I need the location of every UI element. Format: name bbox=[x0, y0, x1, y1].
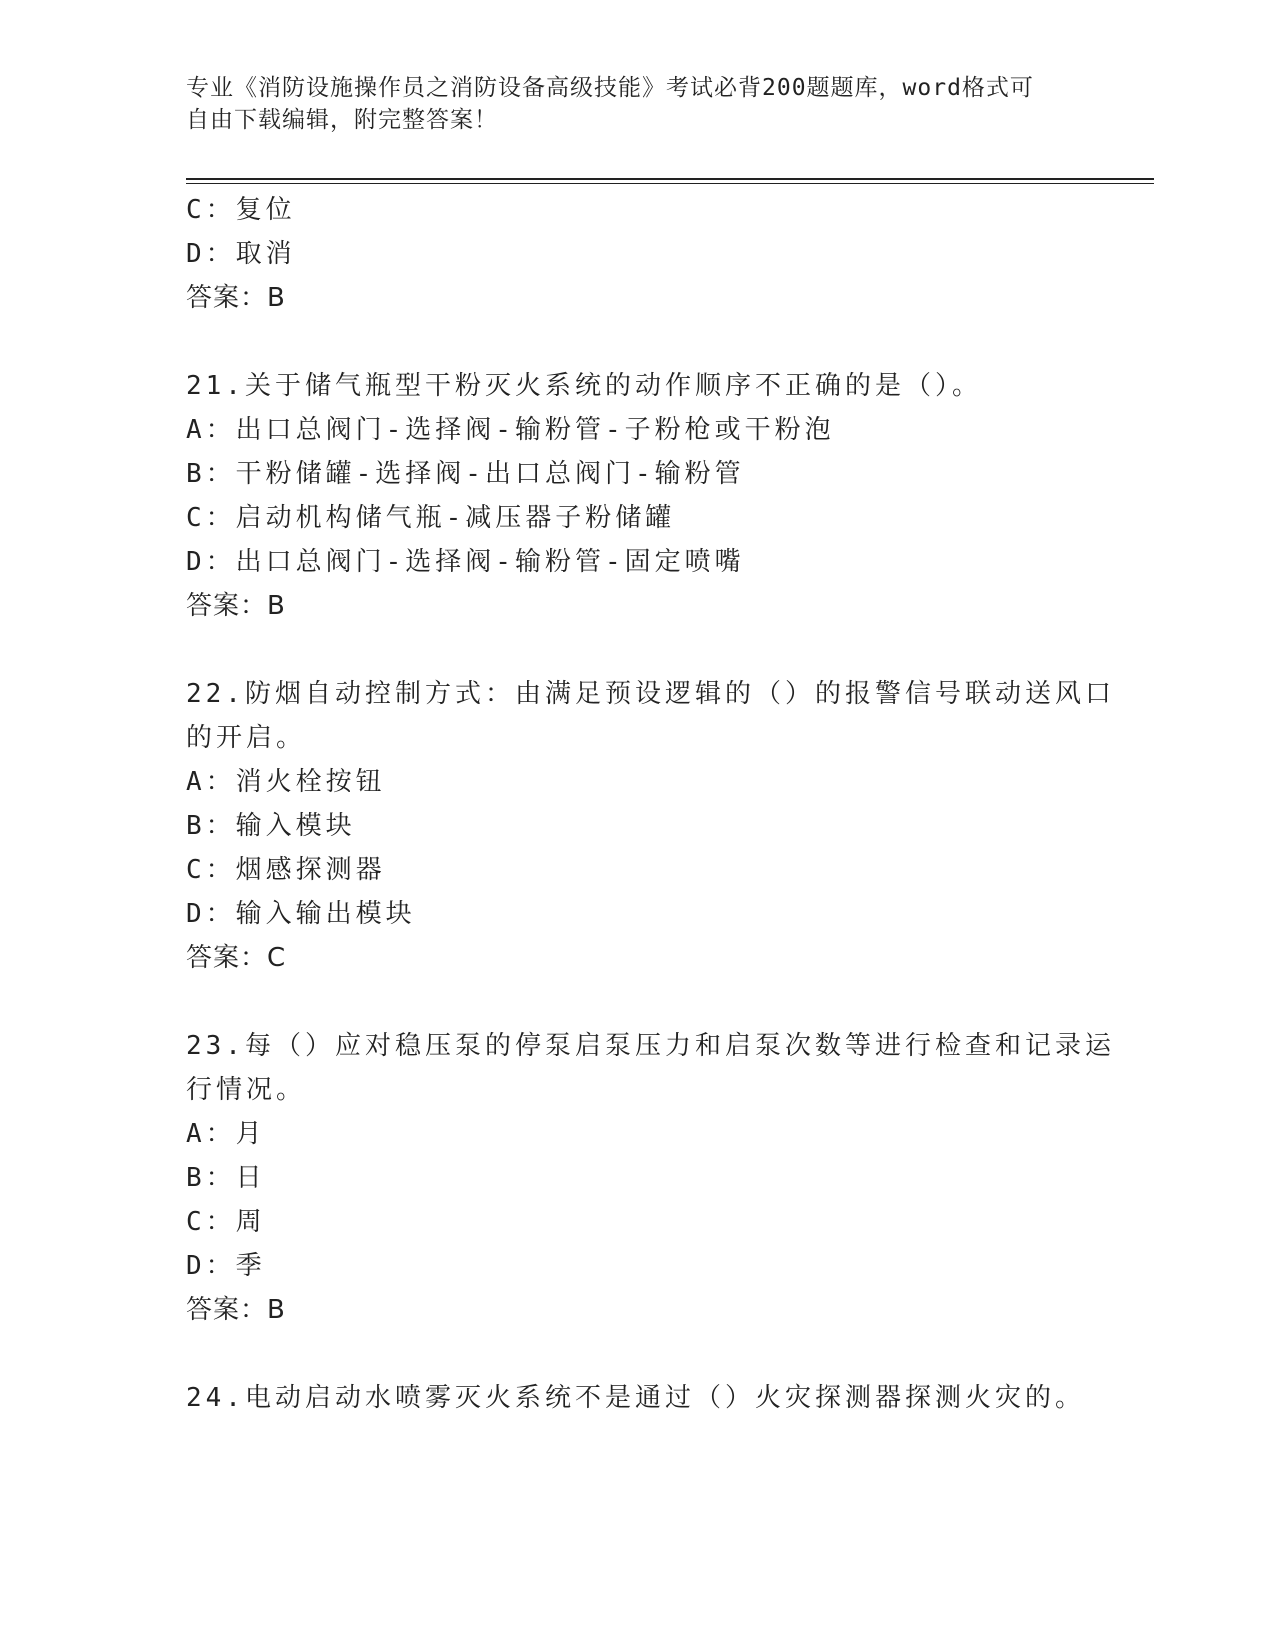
option-a: A：消火栓按钮 bbox=[186, 767, 386, 797]
question-22-stem: 22.防烟自动控制方式：由满足预设逻辑的（）的报警信号联动送风口 bbox=[186, 679, 1115, 709]
option-c: C：烟感探测器 bbox=[186, 855, 386, 885]
option-a: A：月 bbox=[186, 1119, 266, 1149]
option-d: D：输入输出模块 bbox=[186, 899, 416, 929]
option-c: C：启动机构储气瓶-减压器子粉储罐 bbox=[186, 503, 676, 533]
option-c: C：周 bbox=[186, 1207, 266, 1237]
option-b: B：输入模块 bbox=[186, 811, 356, 841]
header-line-1: 专业《消防设施操作员之消防设备高级技能》考试必背200题题库，word格式可 bbox=[186, 75, 1034, 101]
option-b: B：干粉储罐-选择阀-出口总阀门-输粉管 bbox=[186, 459, 745, 489]
option-a: A：出口总阀门-选择阀-输粉管-子粉枪或干粉泡 bbox=[186, 415, 835, 445]
question-24-stem: 24.电动启动水喷雾灭火系统不是通过（）火灾探测器探测火灾的。 bbox=[186, 1383, 1085, 1413]
option-b: B：日 bbox=[186, 1163, 266, 1193]
answer: 答案：B bbox=[186, 283, 286, 313]
header-line-2: 自由下载编辑，附完整答案！ bbox=[186, 107, 498, 133]
question-21-stem: 21.关于储气瓶型干粉灭火系统的动作顺序不正确的是（）。 bbox=[186, 371, 982, 401]
answer: 答案：B bbox=[186, 591, 286, 621]
question-22-stem-cont: 的开启。 bbox=[186, 723, 307, 753]
option-d: D：出口总阀门-选择阀-输粉管-固定喷嘴 bbox=[186, 547, 745, 577]
question-23-stem-cont: 行情况。 bbox=[186, 1075, 307, 1105]
answer: 答案：B bbox=[186, 1295, 286, 1325]
answer: 答案：C bbox=[186, 943, 287, 973]
document-header bbox=[186, 72, 1066, 136]
header-rule-thin bbox=[186, 183, 1154, 184]
option-d: D：季 bbox=[186, 1251, 266, 1281]
option-d: D：取消 bbox=[186, 239, 296, 269]
question-23-stem: 23.每（）应对稳压泵的停泵启泵压力和启泵次数等进行检查和记录运 bbox=[186, 1031, 1115, 1061]
option-c: C：复位 bbox=[186, 195, 296, 225]
header-rule-thick bbox=[186, 178, 1154, 180]
